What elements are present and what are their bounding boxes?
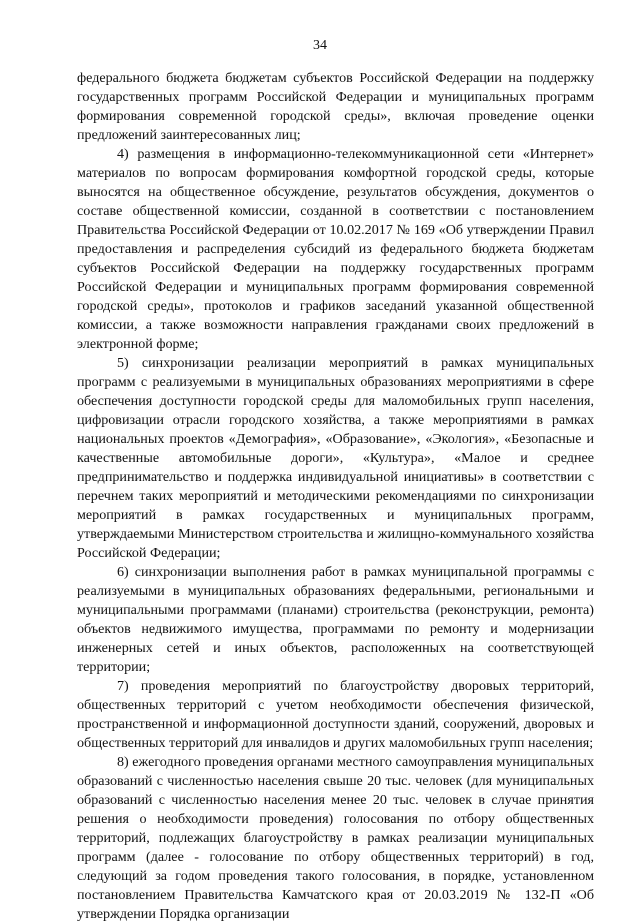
page-number: 34 <box>313 38 327 53</box>
paragraph-continuation: федерального бюджета бюджетам субъектов Российской Федерации на поддержку государственных программ Российской Федерации и муниципальных программ формирования современной городской среды», включая проведение оценки предложений заинтересованных лиц; <box>77 70 594 143</box>
paragraph-item-5: 5) синхронизации реализации мероприятий в рамках муниципальных программ с реализуемыми в муниципальных образованиях мероприятиями в сфере обеспечения доступности городской среды для маломобильных групп населения, цифровизации отрасли городского хозяйства, а также мероприятиями в рамках национальных проектов «Демография», «Образование», «Экология», «Безопасные и качественные автомобильные дороги», «Культура», «Малое и среднее предпринимательство и поддержка индивидуальной инициативы» в соответствии с перечнем таких мероприятий и методическими рекомендациями по синхронизации мероприятий в рамках государственных и муниципальных программ, утверждаемыми Министерством строительства и жилищно-коммунального хозяйства Российской Федерации; <box>77 355 594 561</box>
paragraph-item-8: 8) ежегодного проведения органами местного самоуправления муниципальных образований с численностью населения свыше 20 тыс. человек (для муниципальных образований с численностью населения менее 20 тыс. человек в случае принятия решения о необходимости проведения) голосования по отбору общественных территорий, подлежащих благоустройству в рамках реализации муниципальных программ (далее - голосование по отбору общественных территорий) в год, следующий за годом проведения такого голосования, в порядке, установленном постановлением Правительства Камчатского края от 20.03.2019 № 132-П «Об утверждении Порядка организации <box>77 754 594 922</box>
document-body <box>77 69 594 924</box>
paragraph-item-6: 6) синхронизации выполнения работ в рамках муниципальной программы с реализуемыми в муниципальных образованиях федеральными, региональными и муниципальными программами (планами) строительства (реконструкции, ремонта) объектов недвижимого имущества, программами по ремонту и модернизации инженерных сетей и иных объектов, расположенных на соответствующей территории; <box>77 564 594 675</box>
paragraph-item-7: 7) проведения мероприятий по благоустройству дворовых территорий, общественных территорий с учетом необходимости обеспечения физической, пространственной и информационной доступности зданий, сооружений, дворовых и общественных территорий для инвалидов и других маломобильных групп населения; <box>77 678 594 751</box>
paragraph-item-4: 4) размещения в информационно-телекоммуникационной сети «Интернет» материалов по вопросам формирования комфортной городской среды, которые выносятся на общественное обсуждение, результатов обсуждения, документов о составе общественной комиссии, созданной в соответствии с постановлением Правительства Российской Федерации от 10.02.2017 № 169 «Об утверждении Правил предоставления и распределения субсидий из федерального бюджета бюджетам субъектов Российской Федерации на поддержку государственных программ Российской Федерации и муниципальных программ формирования современной городской среды», протоколов и графиков заседаний указанной общественной комиссии, а также возможности направления гражданами своих предложений в электронной форме; <box>77 146 594 352</box>
